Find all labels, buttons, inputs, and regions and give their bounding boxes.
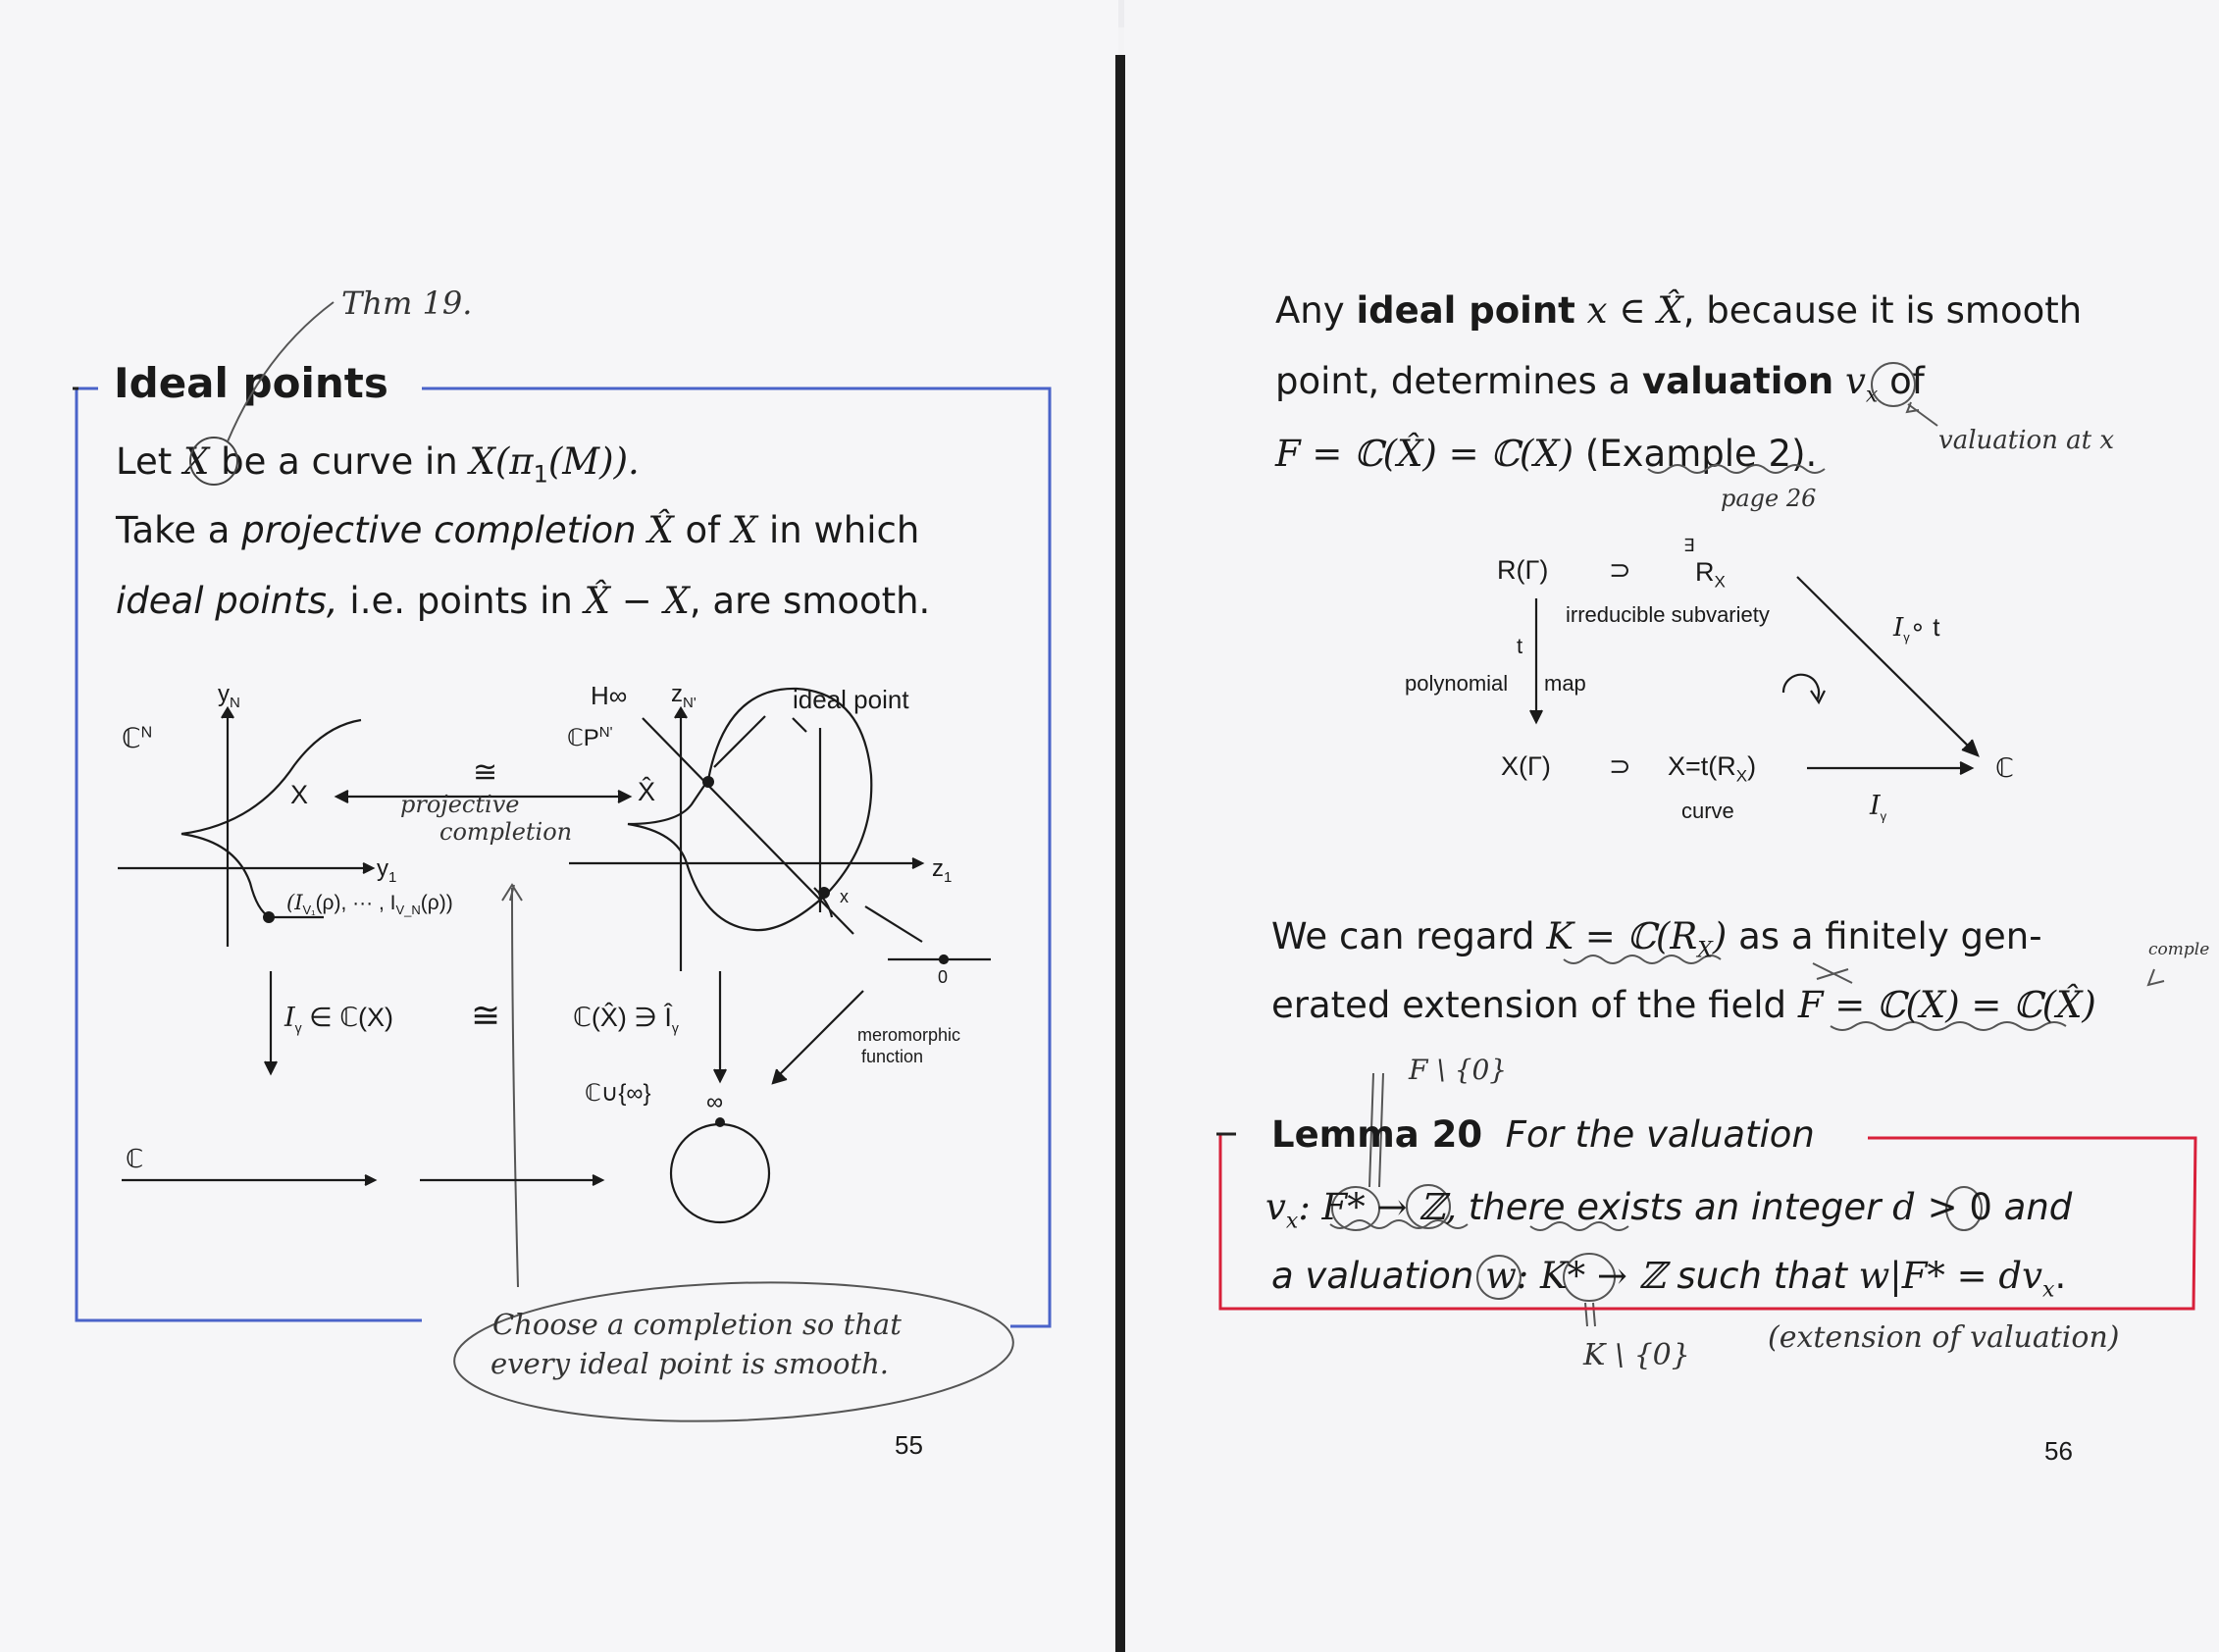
text: Any: [1275, 289, 1345, 332]
text: ℂ(X̂) ∋ Î: [573, 1003, 672, 1032]
text: X=t(R: [1668, 751, 1736, 781]
math: X̂ − X: [584, 580, 690, 622]
box-title: Ideal points: [114, 359, 388, 407]
sub: x: [1865, 383, 1879, 408]
hand-k-minus-zero: K \ {0}: [1583, 1338, 1690, 1372]
right-line-5: [1271, 983, 2096, 1028]
diag-hinf: H∞: [591, 681, 628, 710]
text: Let: [116, 440, 173, 483]
text: z: [932, 855, 944, 882]
lemma-line-2: [1271, 1254, 2066, 1313]
text: z: [671, 681, 683, 707]
sub: X: [1714, 572, 1726, 592]
emph: such that: [1677, 1255, 1847, 1297]
diag-sup2: ⊃: [1609, 751, 1631, 781]
text: as a finitely gen-: [1738, 915, 2042, 957]
emph: and: [2003, 1186, 2073, 1228]
diag-tuple: ($I_{V_1}(\rho)$, ··· , $I_{V\_N}(\rho)$): [286, 891, 453, 918]
math: F = ℂ(X) = ℂ(X̂): [1797, 984, 2096, 1026]
diag-cong2: ≅: [471, 995, 501, 1035]
diag-xtr: [1668, 751, 1756, 786]
text: R: [1695, 557, 1715, 587]
bold: ideal point: [1356, 289, 1575, 332]
text: , are smooth.: [689, 580, 931, 622]
page-number-right: 56: [2044, 1436, 2073, 1466]
lemma-line-1: [1265, 1185, 2072, 1244]
text: of: [685, 509, 721, 551]
var-xhat: X̂: [647, 509, 674, 551]
text: i.e. points in: [349, 580, 573, 622]
math: v: [1844, 360, 1866, 402]
diag-cong: ≅: [473, 756, 498, 789]
hand-extension-of-valuation: (extension of valuation): [1768, 1320, 2120, 1355]
bold: valuation: [1641, 360, 1834, 402]
diag-igt: $I_\gamma\circ$ t: [1893, 612, 1940, 645]
text: completion: [439, 818, 573, 846]
math: x ∈ X̂: [1586, 289, 1683, 332]
sub: N': [683, 694, 697, 711]
sub: X: [1697, 938, 1713, 963]
lemma-title: [1271, 1112, 1815, 1158]
text: in which: [769, 509, 920, 551]
sub: 1: [944, 868, 953, 886]
text: Choose a completion so that: [492, 1308, 902, 1341]
text: .: [2054, 1255, 2067, 1297]
sup: N: [140, 724, 153, 742]
math: ): [1712, 915, 1728, 957]
text: function: [861, 1047, 924, 1066]
math: (M)).: [547, 440, 640, 483]
text: (I: [286, 891, 303, 914]
diag-x-point: x: [840, 887, 849, 906]
hand-f-minus-zero: F \ {0}: [1409, 1054, 1508, 1086]
text: projective: [400, 791, 520, 818]
page-number-left: 55: [895, 1430, 923, 1460]
text: > 0: [1927, 1186, 1992, 1228]
text: of: [1889, 360, 1925, 402]
diag-c: ℂ: [126, 1144, 144, 1173]
text: I: [1893, 613, 1904, 643]
emph: projective completion: [241, 509, 637, 551]
hand-thm: Thm 19.: [341, 284, 473, 322]
text: erated extension of the field: [1271, 984, 1787, 1026]
hand-valuation-at-x: valuation at x: [1938, 426, 2115, 455]
math: w: [1485, 1255, 1517, 1297]
diag-exists: ∃: [1683, 536, 1695, 555]
diag-cinf: ℂ∪{∞}: [585, 1080, 651, 1107]
text: ∘ t: [1909, 612, 1940, 642]
diag-inf: ∞: [706, 1089, 724, 1115]
math: K = ℂ(R: [1546, 915, 1698, 957]
emph: ideal points,: [116, 580, 338, 622]
diag-xhat: X̂: [638, 777, 656, 806]
sub: 1: [533, 460, 548, 489]
diag-irreducible: irreducible subvariety: [1566, 602, 1770, 627]
emph: For the valuation: [1505, 1113, 1815, 1156]
text: point, determines a: [1275, 360, 1631, 402]
sub: X: [1735, 766, 1748, 786]
math: w|F* = dv: [1858, 1255, 2043, 1297]
sub: x: [2042, 1277, 2055, 1303]
hand-page-26: page 26: [1721, 485, 1817, 512]
math: : F* → ℤ,: [1298, 1186, 1458, 1228]
text: y: [377, 855, 388, 882]
text: , because it is smooth: [1682, 289, 2083, 332]
sup: N': [598, 724, 613, 741]
math: d: [1892, 1186, 1916, 1228]
text: (ρ)): [420, 892, 453, 914]
right-line-4: [1271, 914, 2042, 973]
var-x: X: [183, 440, 210, 483]
math: X(π: [469, 440, 534, 483]
diag-xg: X(Γ): [1501, 751, 1551, 781]
text: meromorphic: [857, 1025, 961, 1045]
diag-curve: curve: [1681, 799, 1734, 823]
text: (ρ), ··· , I: [315, 892, 396, 914]
diag-sup1: ⊃: [1609, 555, 1631, 585]
diag-cxhat: ℂ(X̂) ∋ $Î_\gamma$: [573, 1003, 679, 1036]
text: ∈ ℂ(X): [301, 1003, 394, 1032]
text: ): [1747, 751, 1757, 781]
diag-c-right: ℂ: [1995, 753, 2014, 783]
sub: 1: [388, 868, 397, 886]
diag-polynomial: polynomial: [1405, 671, 1509, 696]
text: I: [1870, 791, 1881, 821]
text: y: [218, 681, 230, 707]
math: v: [1265, 1186, 1286, 1228]
emph: there exists an integer: [1468, 1186, 1882, 1228]
diag-t: t: [1517, 634, 1523, 658]
diag-zero: 0: [938, 967, 949, 987]
diag-ideal-point: ideal point: [793, 685, 909, 714]
diag-ig: $I_\gamma$: [1870, 791, 1887, 824]
hand-comple: comple: [2148, 940, 2210, 959]
diag-rg: R(Γ): [1497, 555, 1549, 585]
text: be a curve in: [221, 440, 458, 483]
diag-x: X: [290, 780, 309, 809]
diag-rx: [1695, 557, 1726, 592]
text: Take a: [116, 509, 231, 551]
diag-map: map: [1544, 671, 1586, 696]
text: every ideal point is smooth.: [490, 1347, 890, 1380]
emph: a valuation: [1271, 1255, 1474, 1297]
diag-igamma: $I_\gamma$ ∈ ℂ(X): [284, 1003, 394, 1036]
text: ℂ: [122, 723, 141, 753]
var-x: X: [731, 509, 758, 551]
bold: Lemma 20: [1271, 1113, 1483, 1156]
math: F = ℂ(X̂) = ℂ(X): [1275, 433, 1574, 475]
text: ℂP: [567, 725, 599, 751]
sub: N: [230, 694, 240, 711]
text: I: [284, 1003, 295, 1033]
sub: x: [1285, 1209, 1299, 1234]
text: (Example 2).: [1584, 433, 1818, 475]
text: We can regard: [1271, 915, 1535, 957]
math: : K* → ℤ: [1516, 1255, 1666, 1297]
